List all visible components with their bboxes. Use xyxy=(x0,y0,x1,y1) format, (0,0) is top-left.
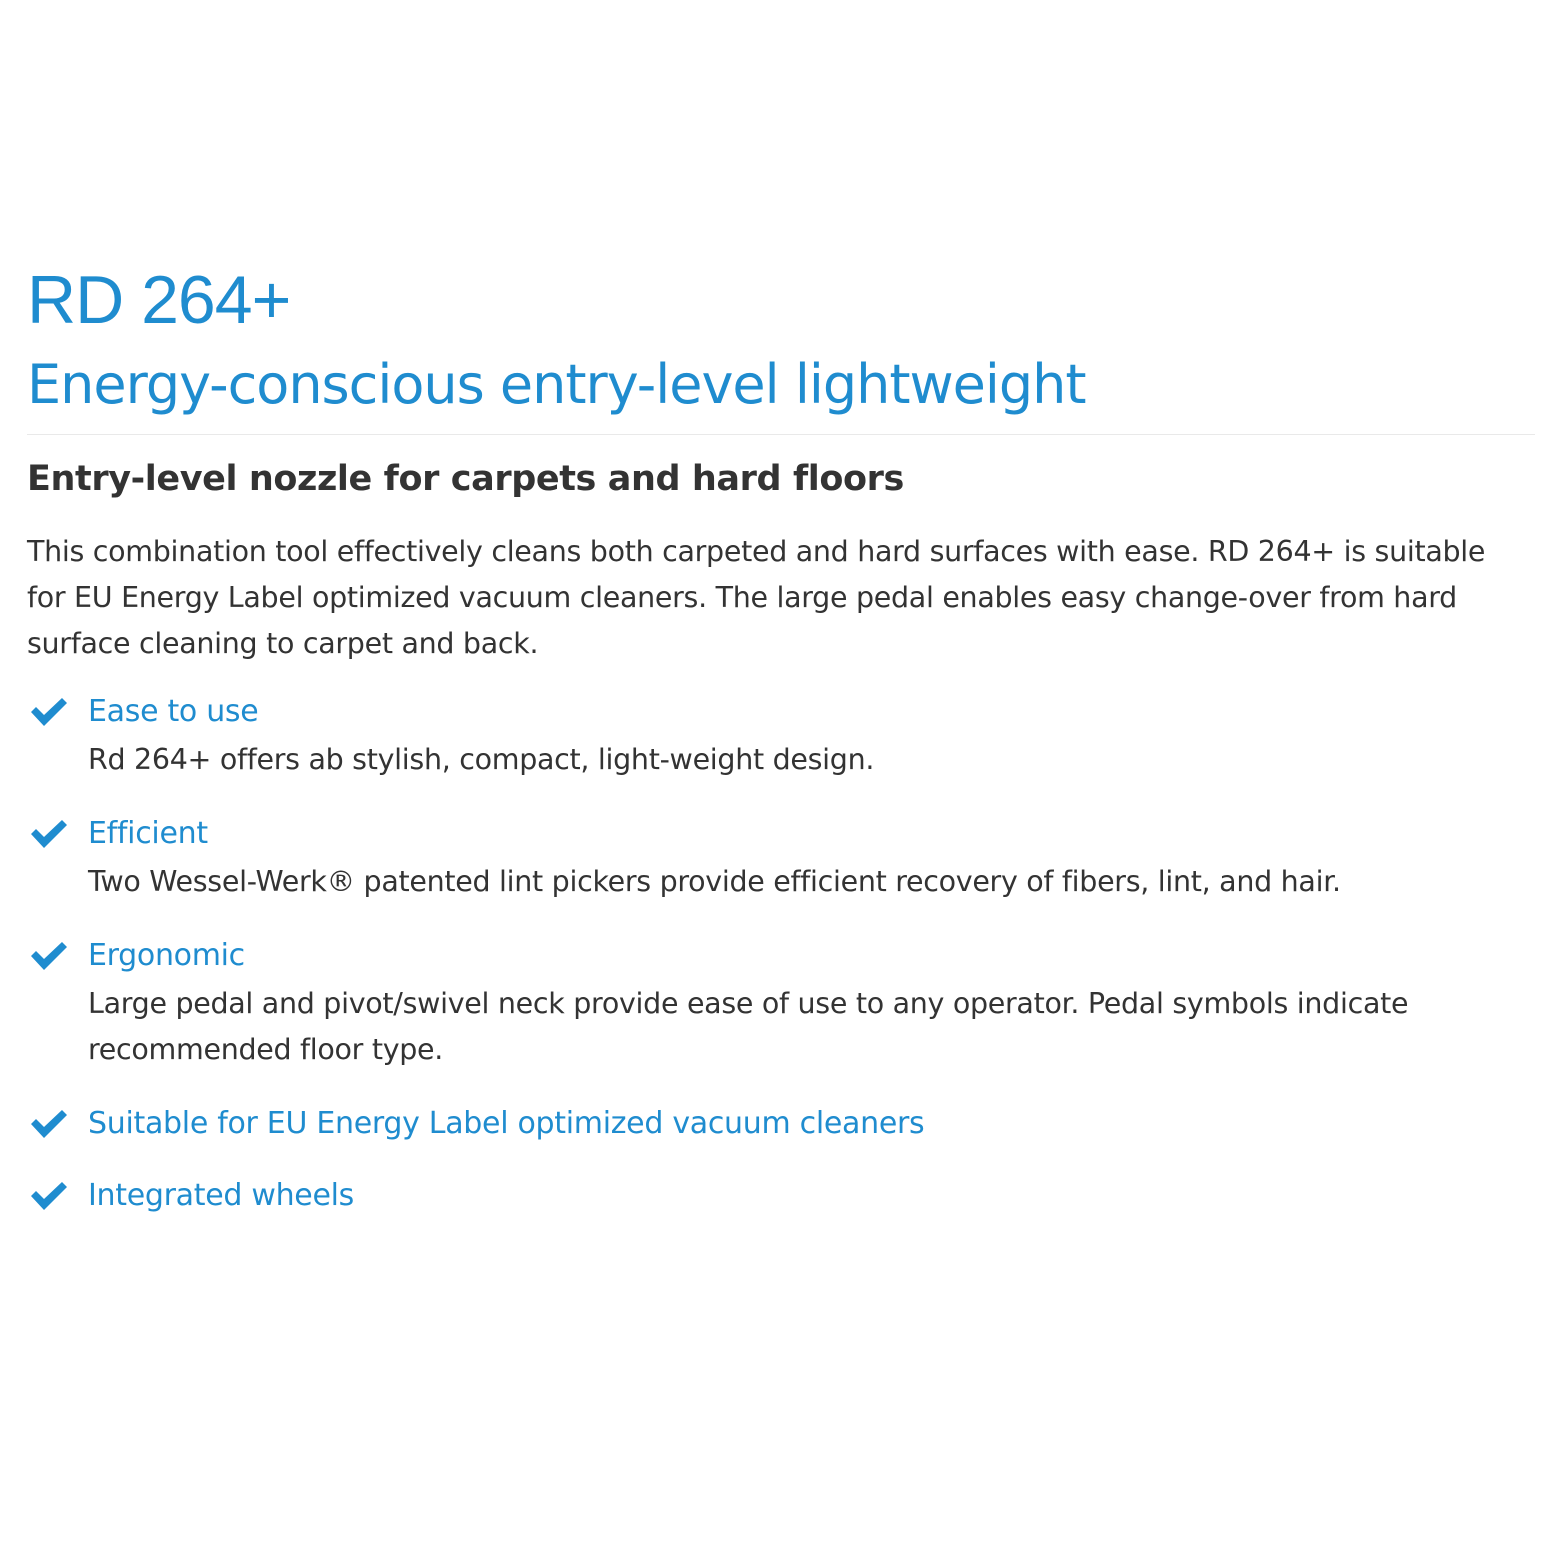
feature-title: Integrated wheels xyxy=(88,1178,354,1213)
divider xyxy=(27,434,1535,435)
feature-item xyxy=(27,691,1535,783)
checkmark-icon xyxy=(29,819,69,849)
product-model: RD 264+ xyxy=(27,262,291,338)
feature-description: Large pedal and pivot/swivel neck provide ease of use to any operator. Pedal symbols indicate recommended floor type. xyxy=(88,987,1409,1066)
checkmark-icon xyxy=(29,697,69,727)
feature-description: Rd 264+ offers ab stylish, compact, light-weight design. xyxy=(88,743,875,776)
feature-title: Ergonomic xyxy=(88,938,245,973)
product-description xyxy=(27,262,1535,1247)
checkmark-icon xyxy=(29,1181,69,1211)
checkmark-icon xyxy=(29,1109,69,1139)
product-intro: This combination tool effectively cleans both carpeted and hard surfaces with ease. RD 264+ is suitable for EU Energy Label optimized vacuum cleaners. The large pedal enables easy change-over from hard surface cleaning to carpet and back. xyxy=(27,535,1486,660)
product-subheading: Entry-level nozzle for carpets and hard floors xyxy=(27,459,904,499)
feature-item xyxy=(27,813,1535,905)
feature-item xyxy=(27,1175,1535,1217)
feature-item xyxy=(27,935,1535,1073)
feature-description: Two Wessel-Werk® patented lint pickers provide efficient recovery of fibers, lint, and hair. xyxy=(88,865,1341,898)
feature-item xyxy=(27,1103,1535,1145)
feature-title: Ease to use xyxy=(88,694,259,729)
feature-title: Efficient xyxy=(88,816,208,851)
product-tagline: Energy-conscious entry-level lightweight xyxy=(27,353,1086,416)
checkmark-icon xyxy=(29,941,69,971)
feature-title: Suitable for EU Energy Label optimized vacuum cleaners xyxy=(88,1106,925,1141)
feature-list xyxy=(27,691,1535,1217)
